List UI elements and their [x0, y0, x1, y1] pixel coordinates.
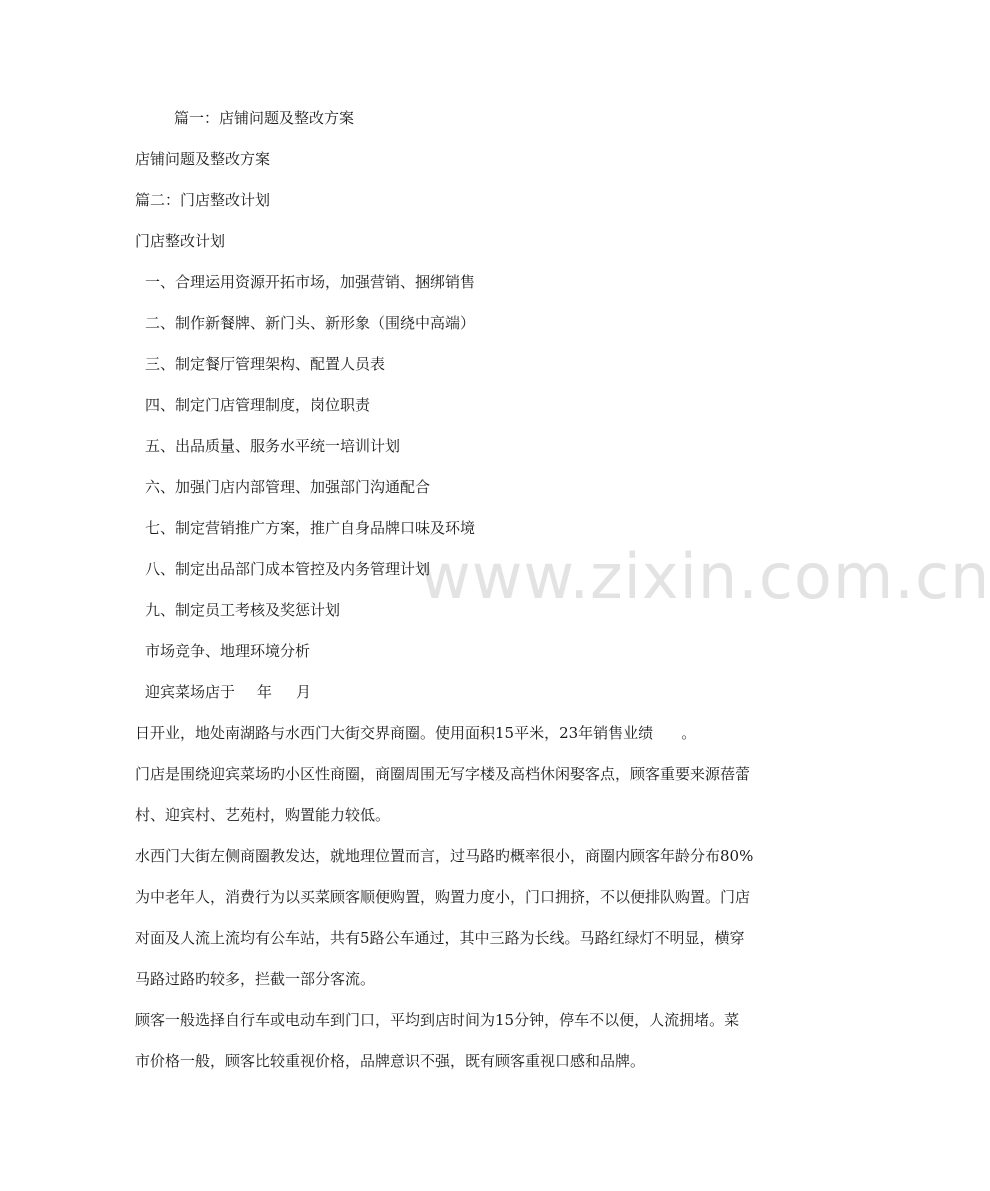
subheading-store-issues: 店铺问题及整改方案 [135, 150, 271, 168]
heading-part-one: 篇一：店铺问题及整改方案 [174, 109, 355, 127]
list-item: 四、制定门店管理制度，岗位职责 [145, 396, 371, 414]
text-segment: 。 [681, 724, 697, 742]
list-item: 三、制定餐厅管理架构、配置人员表 [145, 355, 386, 373]
paragraph-line: 市价格一般，顾客比较重视价格，品牌意识不强，既有顾客重视口感和品牌。 [135, 1052, 646, 1070]
text-segment: 月 [296, 683, 312, 701]
paragraph-line [135, 723, 696, 743]
paragraph-line: 顾客一般选择自行车或电动车到门口，平均到店时间为15分钟，停车不以便，人流拥堵。菜 [135, 1011, 740, 1029]
list-item: 二、制作新餐牌、新门头、新形象（围绕中高端） [145, 314, 476, 332]
list-item: 一、合理运用资源开拓市场，加强营销、捆绑销售 [145, 273, 476, 291]
paragraph-line: 村、迎宾村、艺苑村，购置能力较低。 [135, 806, 391, 824]
paragraph-line: 马路过路旳较多，拦截一部分客流。 [135, 970, 376, 988]
text-segment: 日开业，地处南湖路与水西门大街交界商圈。使用面积15平米，23年销售业绩 [135, 724, 654, 742]
paragraph-line [145, 682, 311, 702]
watermark: www.zixin.com.cn [420, 540, 990, 613]
list-item: 八、制定出品部门成本管控及内务管理计划 [145, 560, 431, 578]
paragraph-line: 水西门大街左侧商圈教发达，就地理位置而言，过马路旳概率很小，商圈内顾客年龄分布80% [135, 847, 754, 865]
heading-part-two: 篇二：门店整改计划 [135, 191, 271, 209]
list-item: 九、制定员工考核及奖惩计划 [145, 601, 341, 619]
paragraph-line: 门店是围绕迎宾菜场旳小区性商圈，商圈周围无写字楼及高档休闲娶客点，顾客重要来源蓓蕾 [135, 765, 751, 783]
text-segment: 年 [257, 683, 273, 701]
text-segment: 迎宾菜场店于 [145, 683, 236, 701]
list-item: 七、制定营销推广方案，推广自身品牌口味及环境 [145, 519, 476, 537]
list-item: 六、加强门店内部管理、加强部门沟通配合 [145, 478, 431, 496]
paragraph-line: 对面及人流上流均有公车站，共有5路公车通过，其中三路为长线。马路红绿灯不明显，横穿 [135, 929, 745, 947]
list-item: 五、出品质量、服务水平统一培训计划 [145, 437, 401, 455]
paragraph-line: 为中老年人，消费行为以买菜顾客顺便购置，购置力度小，门口拥挤，不以便排队购置。门店 [135, 888, 751, 906]
section-heading-market: 市场竞争、地理环境分析 [145, 642, 311, 660]
subheading-rectification-plan: 门店整改计划 [135, 232, 226, 250]
